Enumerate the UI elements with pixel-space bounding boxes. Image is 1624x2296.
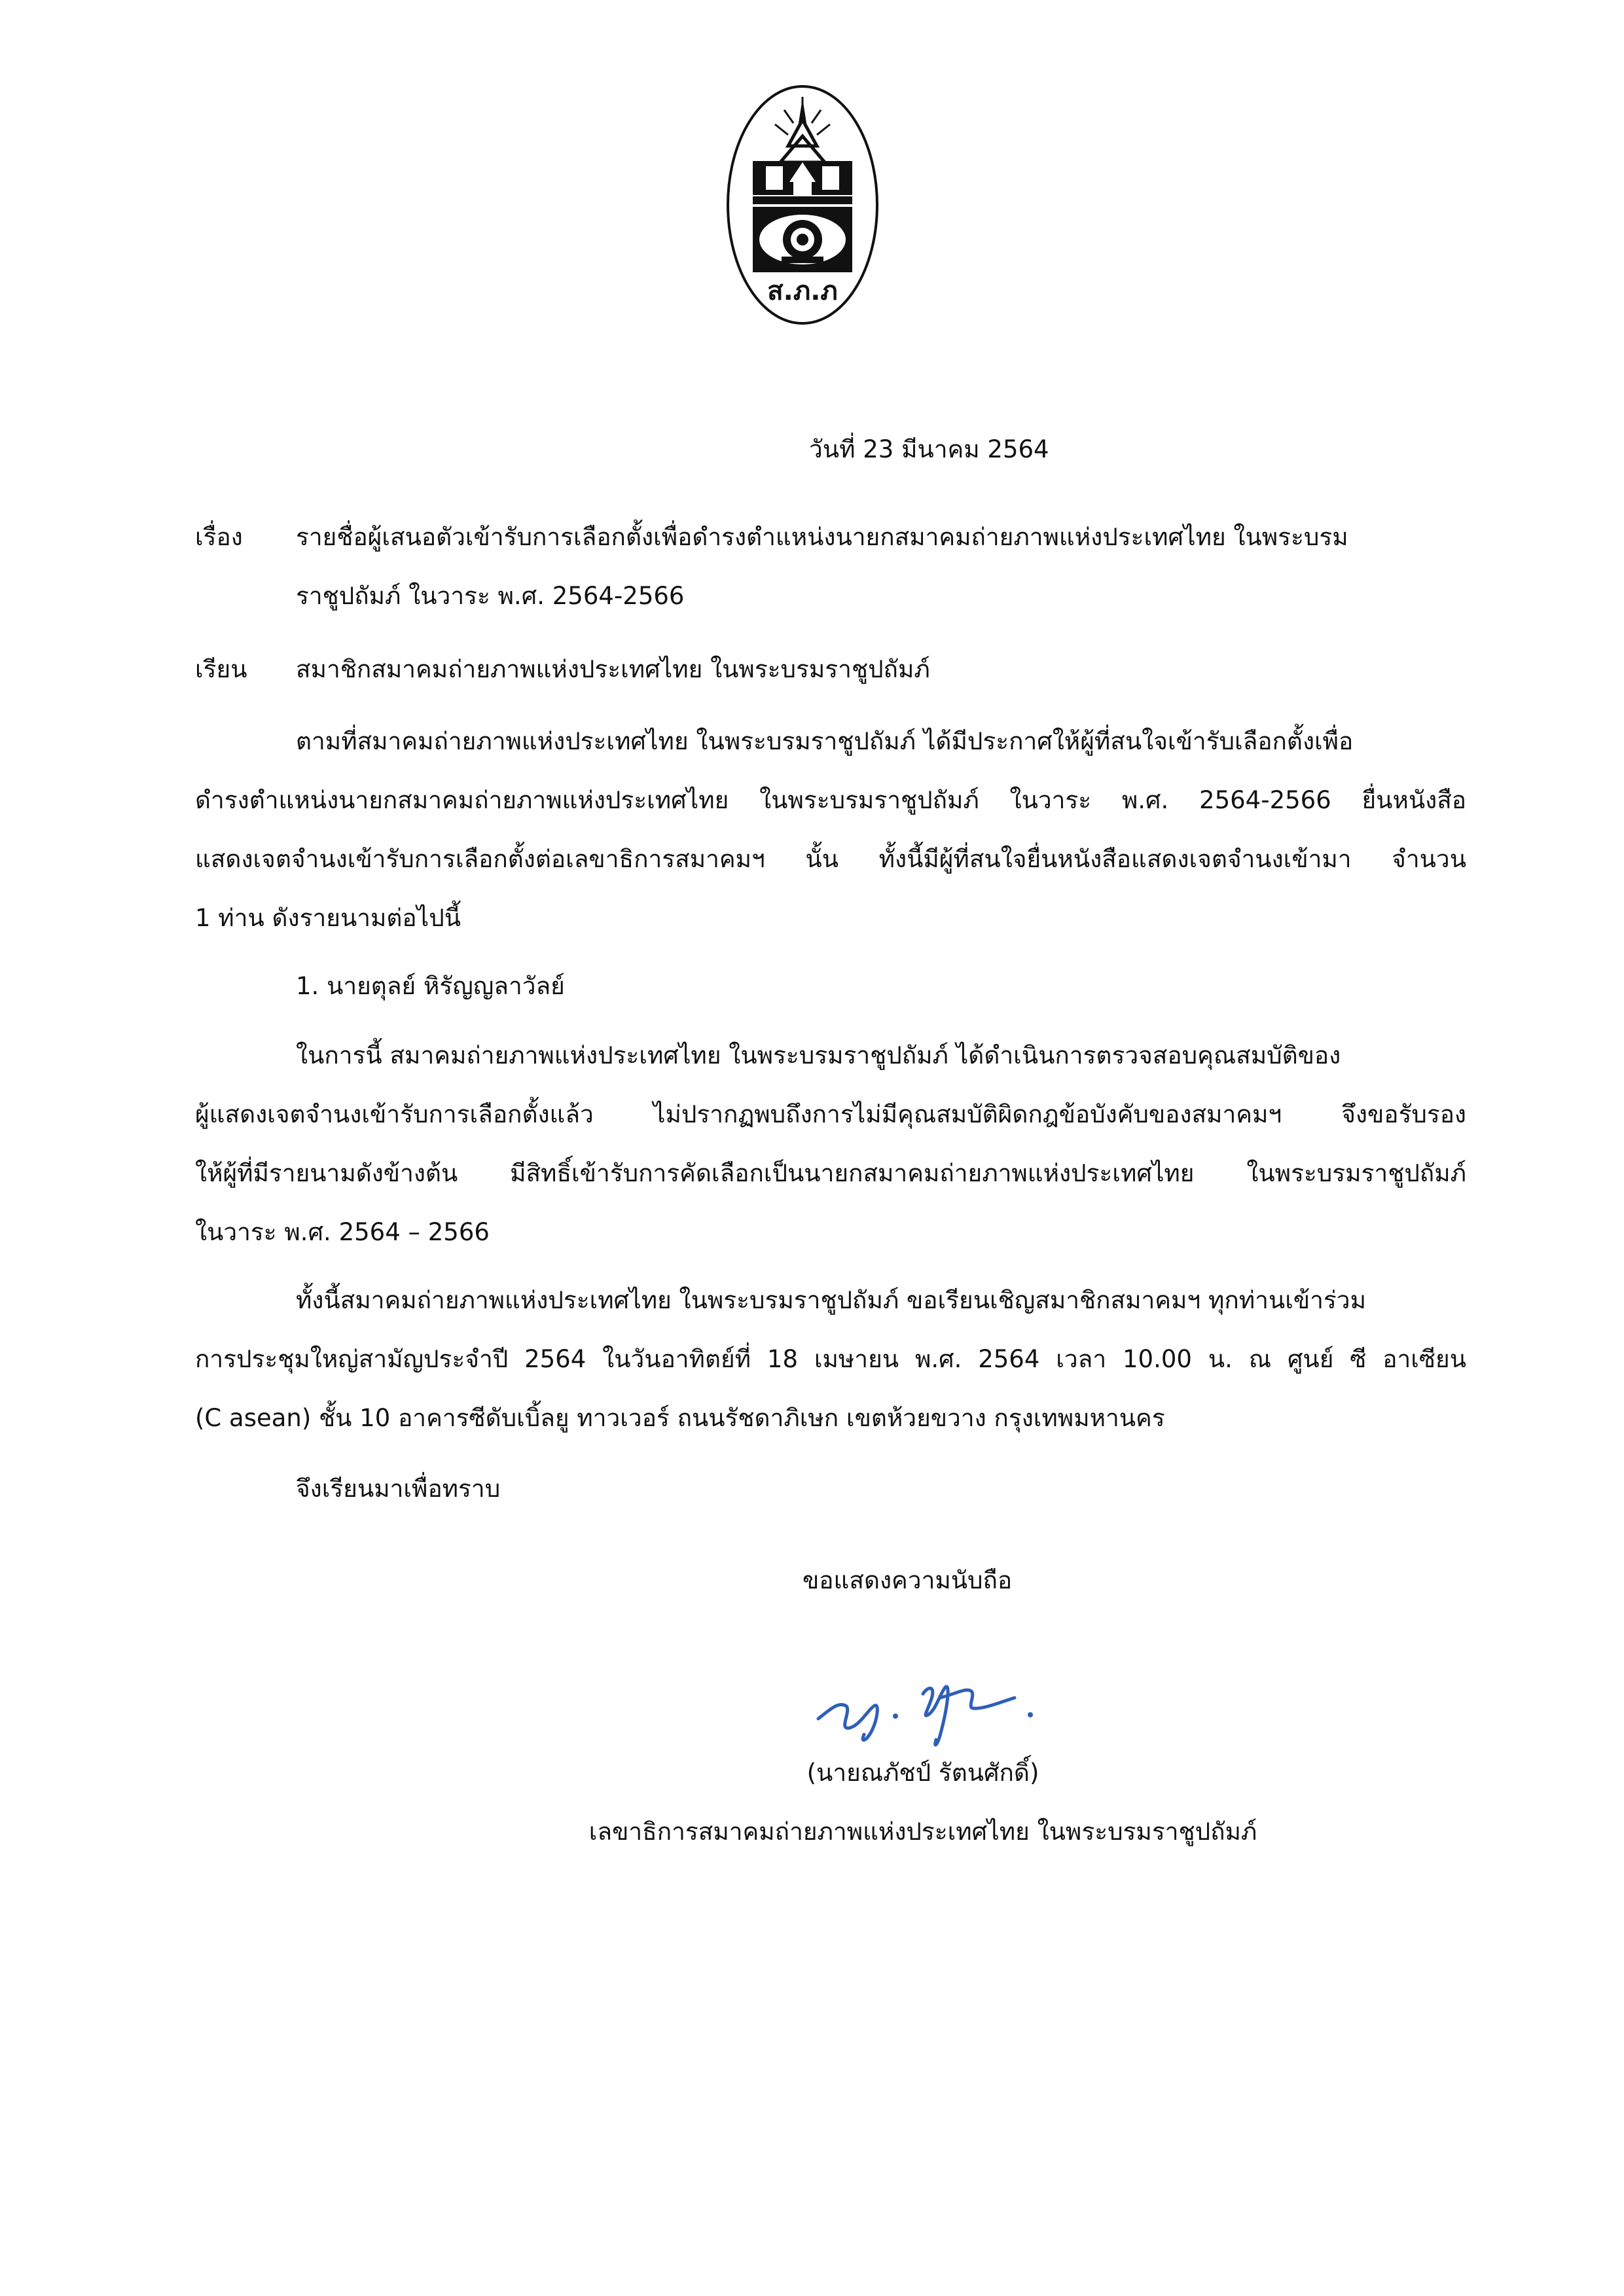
recipient-text: สมาชิกสมาคมถ่ายภาพแห่งประเทศไทย ในพระบรมราชูปถัมภ์ (296, 655, 930, 683)
camera-eye-icon (753, 207, 852, 272)
candidate-item: 1. นายตุลย์ หิรัญญลาวัลย์ (296, 972, 565, 1000)
paragraph-1-line-2: ดำรงตำแหน่งนายกสมาคมถ่ายภาพแห่งประเทศไทย ในพระบรมราชูปถัมภ์ ในวาระ พ.ศ. 2564-2566 ยื่นหนังสือ (195, 786, 1466, 814)
paragraph-2-line-4: ในวาระ พ.ศ. 2564 – 2566 (195, 1218, 490, 1246)
association-logo (725, 84, 880, 326)
handwritten-signature (812, 1668, 1047, 1753)
signer-name: (นายณภัชป์ รัตนศักดิ์) (806, 1759, 1039, 1787)
subject-line-1: รายชื่อผู้เสนอตัวเข้ารับการเลือกตั้งเพื่อดำรงตำแหน่งนายกสมาคมถ่ายภาพแห่งประเทศไทย ในพระบรม (296, 523, 1348, 551)
paragraph-1-line-4: 1 ท่าน ดังรายนามต่อไปนี้ (195, 904, 461, 932)
subject-label: เรื่อง (195, 523, 243, 551)
letter-date: วันที่ 23 มีนาคม 2564 (809, 435, 1049, 463)
paragraph-3-line-2: การประชุมใหญ่สามัญประจำปี 2564 ในวันอาทิตย์ที่ 18 เมษายน พ.ศ. 2564 เวลา 10.00 น. ณ ศูนย์ ซี อาเซียน (195, 1345, 1466, 1373)
regards-text: ขอแสดงความนับถือ (803, 1566, 1013, 1594)
paragraph-2-line-3: ให้ผู้ที่มีรายนามดังข้างต้น มีสิทธิ์เข้ารับการคัดเลือกเป็นนายกสมาคมถ่ายภาพแห่งประเทศไทย ในพระบรมราชูปถัมภ์ (195, 1159, 1466, 1187)
recipient-label: เรียน (195, 655, 247, 683)
paragraph-1-line-3: แสดงเจตจำนงเข้ารับการเลือกตั้งต่อเลขาธิการสมาคมฯ นั้น ทั้งนี้มีผู้ที่สนใจยื่นหนังสือแสดงเจตจำนงเข้ามา จำนวน (195, 845, 1466, 873)
paragraph-3-line-3: (C asean) ชั้น 10 อาคารซีดับเบิ้ลยู ทาวเวอร์ ถนนรัชดาภิเษก เขตห้วยขวาง กรุงเทพมหานคร (195, 1404, 1165, 1432)
paragraph-1-line-1: ตามที่สมาคมถ่ายภาพแห่งประเทศไทย ในพระบรมราชูปถัมภ์ ได้มีประกาศให้ผู้ที่สนใจเข้ารับเลือกตั้งเพื่อ (296, 727, 1354, 755)
paragraph-3-line-1: ทั้งนี้สมาคมถ่ายภาพแห่งประเทศไทย ในพระบรมราชูปถัมภ์ ขอเรียนเชิญสมาชิกสมาคมฯ ทุกท่านเข้าร่วม (296, 1286, 1366, 1314)
paragraph-2-line-1: ในการนี้ สมาคมถ่ายภาพแห่งประเทศไทย ในพระบรมราชูปถัมภ์ ได้ดำเนินการตรวจสอบคุณสมบัติของ (296, 1041, 1341, 1069)
logo-initials: ส.ภ.ภ (767, 276, 838, 306)
closing-line: จึงเรียนมาเพื่อทราบ (296, 1475, 501, 1503)
subject-line-2: ราชูปถัมภ์ ในวาระ พ.ศ. 2564-2566 (296, 582, 685, 610)
paragraph-2-line-2: ผู้แสดงเจตจำนงเข้ารับการเลือกตั้งแล้ว ไม่ปรากฏพบถึงการไม่มีคุณสมบัติผิดกฎข้อบังคับของสมาคมฯ จึงขอรับรอง (195, 1100, 1466, 1128)
signer-title: เลขาธิการสมาคมถ่ายภาพแห่งประเทศไทย ในพระบรมราชูปถัมภ์ (588, 1818, 1257, 1846)
